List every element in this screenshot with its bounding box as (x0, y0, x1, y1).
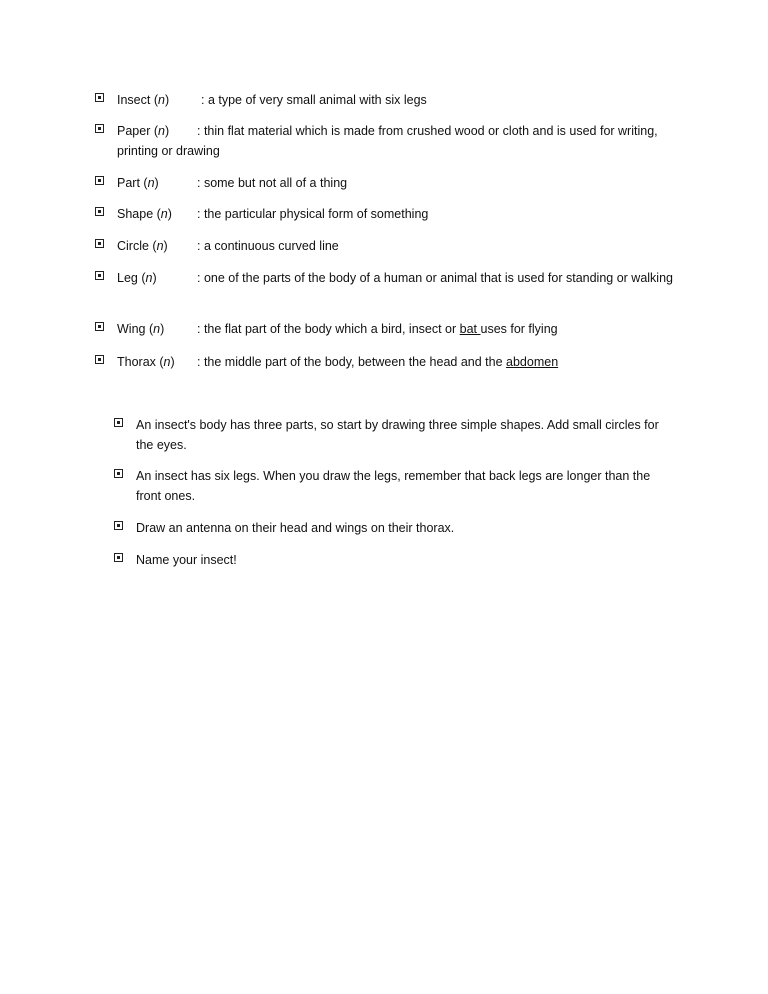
checkbox-bullet-icon (95, 239, 104, 248)
instruction-text: Draw an antenna on their head and wings on their thorax. (136, 521, 455, 535)
checkbox-bullet-icon (95, 207, 104, 216)
vocab-definition: : the particular physical form of something (197, 207, 429, 221)
checkbox-bullet-icon (95, 355, 104, 364)
checkbox-bullet-icon (95, 271, 104, 280)
vocab-definition: : a continuous curved line (197, 239, 339, 253)
checkbox-bullet-icon (95, 124, 104, 133)
checkbox-bullet-icon (114, 521, 123, 530)
instruction-text: Name your insect! (136, 553, 237, 567)
vocab-term: Leg (n) (117, 271, 157, 285)
vocab-term: Wing (n) (117, 322, 165, 336)
checkbox-bullet-icon (114, 469, 123, 478)
instruction-text: An insect has six legs. When you draw the legs, remember that back legs are longer than the front ones. (136, 469, 651, 503)
vocab-term: Shape (n) (117, 207, 172, 221)
vocab-definition: : a type of very small animal with six legs (201, 93, 427, 107)
vocab-definition: : thin flat material which is made from crushed wood or cloth and is used for writing, printing or drawing (117, 124, 658, 158)
vocab-definition: : the middle part of the body, between the head and the abdomen (197, 355, 559, 369)
vocab-definition: : the flat part of the body which a bird, insect or bat uses for flying (197, 322, 558, 336)
checkbox-bullet-icon (114, 418, 123, 427)
vocab-definition: : some but not all of a thing (197, 176, 348, 190)
vocab-term: Thorax (n) (117, 355, 175, 369)
instruction-text: An insect's body has three parts, so start by drawing three simple shapes. Add small circles for the eyes. (136, 418, 659, 452)
checkbox-bullet-icon (95, 93, 104, 102)
link-abdomen[interactable]: abdomen (506, 355, 559, 369)
vocab-definition: : one of the parts of the body of a human or animal that is used for standing or walking (197, 271, 673, 285)
vocab-term: Paper (n) (117, 124, 170, 138)
vocab-term: Circle (n) (117, 239, 168, 253)
vocab-term: Insect (n) (117, 93, 170, 107)
vocab-term: Part (n) (117, 176, 159, 190)
link-bat[interactable]: bat (459, 322, 481, 336)
checkbox-bullet-icon (95, 322, 104, 331)
checkbox-bullet-icon (114, 553, 123, 562)
checkbox-bullet-icon (95, 176, 104, 185)
